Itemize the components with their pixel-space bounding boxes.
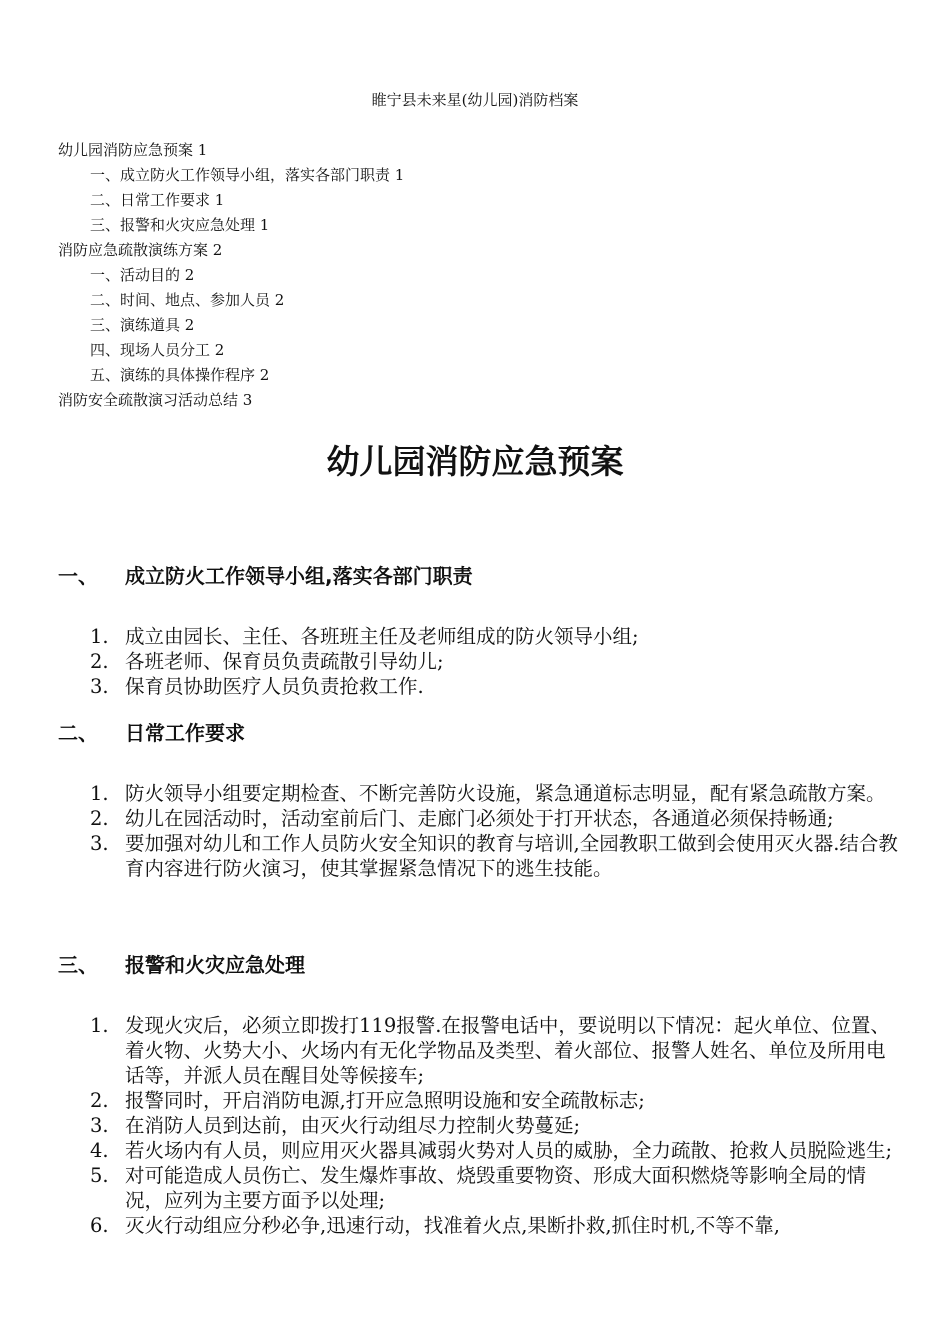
item-number: 6. (90, 1214, 109, 1237)
item-text: 成立由园长、主任、各班班主任及老师组成的防火领导小组; (125, 625, 639, 648)
item-text: 报警同时，开启消防电源,打开应急照明设施和安全疏散标志; (125, 1089, 645, 1112)
list-item (58, 1088, 898, 1113)
toc-entry[interactable]: 二、时间、地点、参加人员 2 (90, 291, 285, 309)
list-item (58, 649, 898, 674)
item-number: 5. (90, 1164, 109, 1187)
toc-entry[interactable]: 一、活动目的 2 (90, 266, 195, 284)
list-item (58, 781, 898, 806)
item-text: 要加强对幼儿和工作人员防火安全知识的教育与培训,全园教职工做到会使用灭火器.结合教育内容进行防火演习，使其掌握紧急情况下的逃生技能。 (125, 832, 898, 880)
toc-entry[interactable]: 二、日常工作要求 1 (90, 191, 225, 209)
item-text: 在消防人员到达前，由灭火行动组尽力控制火势蔓延; (125, 1114, 581, 1137)
item-number: 3. (90, 832, 109, 855)
document-title: 幼儿园消防应急预案 (326, 442, 624, 481)
item-text: 发现火灾后，必须立即拨打119报警.在报警电话中，要说明以下情况：起火单位、位置、着火物、火势大小、火场内有无化学物品及类型、着火部位、报警人姓名、单位及所用电话等，并派人员在醒目处等候接车; (125, 1014, 890, 1087)
item-text: 防火领导小组要定期检查、不断完善防火设施，紧急通道标志明显，配有紧急疏散方案。 (125, 782, 886, 805)
item-list (58, 624, 898, 699)
list-item (58, 1163, 898, 1213)
section-3 (58, 951, 898, 1238)
item-number: 1. (90, 625, 109, 648)
section-number: 二、 (58, 721, 98, 745)
list-item (58, 1113, 898, 1138)
toc-entry[interactable]: 五、演练的具体操作程序 2 (90, 366, 270, 384)
item-number: 2. (90, 650, 109, 673)
list-item (58, 806, 898, 831)
item-number: 1. (90, 782, 109, 805)
section-number: 一、 (58, 564, 98, 588)
item-text: 各班老师、保育员负责疏散引导幼儿; (125, 650, 444, 673)
table-of-contents (58, 138, 858, 413)
section-heading (58, 719, 898, 747)
item-list (58, 781, 898, 881)
section-heading (58, 562, 898, 590)
section-heading (58, 951, 898, 979)
list-item (58, 1213, 898, 1238)
list-item (58, 674, 898, 699)
item-list (58, 1013, 898, 1238)
toc-entry[interactable]: 消防应急疏散演练方案 2 (58, 241, 223, 259)
item-number: 2. (90, 1089, 109, 1112)
list-item (58, 1138, 898, 1163)
item-text: 保育员协助医疗人员负责抢救工作. (125, 675, 424, 698)
item-number: 3. (90, 675, 109, 698)
toc-entry[interactable]: 消防安全疏散演习活动总结 3 (58, 391, 253, 409)
list-item (58, 624, 898, 649)
toc-entry[interactable]: 四、现场人员分工 2 (90, 341, 225, 359)
section-1 (58, 562, 898, 699)
toc-entry[interactable]: 三、报警和火灾应急处理 1 (90, 216, 270, 234)
section-title: 成立防火工作领导小组,落实各部门职责 (125, 564, 473, 588)
section-title: 报警和火灾应急处理 (125, 953, 305, 977)
toc-entry[interactable]: 一、成立防火工作领导小组，落实各部门职责 1 (90, 166, 405, 184)
section-2 (58, 719, 898, 881)
list-item (58, 1013, 898, 1088)
item-text: 对可能造成人员伤亡、发生爆炸事故、烧毁重要物资、形成大面积燃烧等影响全局的情况，应列为主要方面予以处理; (125, 1164, 867, 1212)
item-number: 2. (90, 807, 109, 830)
item-number: 4. (90, 1139, 109, 1162)
item-number: 1. (90, 1014, 109, 1037)
item-text: 灭火行动组应分秒必争,迅速行动，找准着火点,果断扑救,抓住时机,不等不靠, (125, 1214, 780, 1237)
page-header: 睢宁县未来星(幼儿园)消防档案 (371, 91, 579, 109)
toc-entry[interactable]: 幼儿园消防应急预案 1 (58, 141, 208, 159)
list-item (58, 831, 898, 881)
section-number: 三、 (58, 953, 98, 977)
item-number: 3. (90, 1114, 109, 1137)
item-text: 若火场内有人员，则应用灭火器具减弱火势对人员的威胁，全力疏散、抢救人员脱险逃生; (125, 1139, 893, 1162)
section-title: 日常工作要求 (125, 721, 245, 745)
toc-entry[interactable]: 三、演练道具 2 (90, 316, 195, 334)
item-text: 幼儿在园活动时，活动室前后门、走廊门必须处于打开状态，各通道必须保持畅通; (125, 807, 834, 830)
